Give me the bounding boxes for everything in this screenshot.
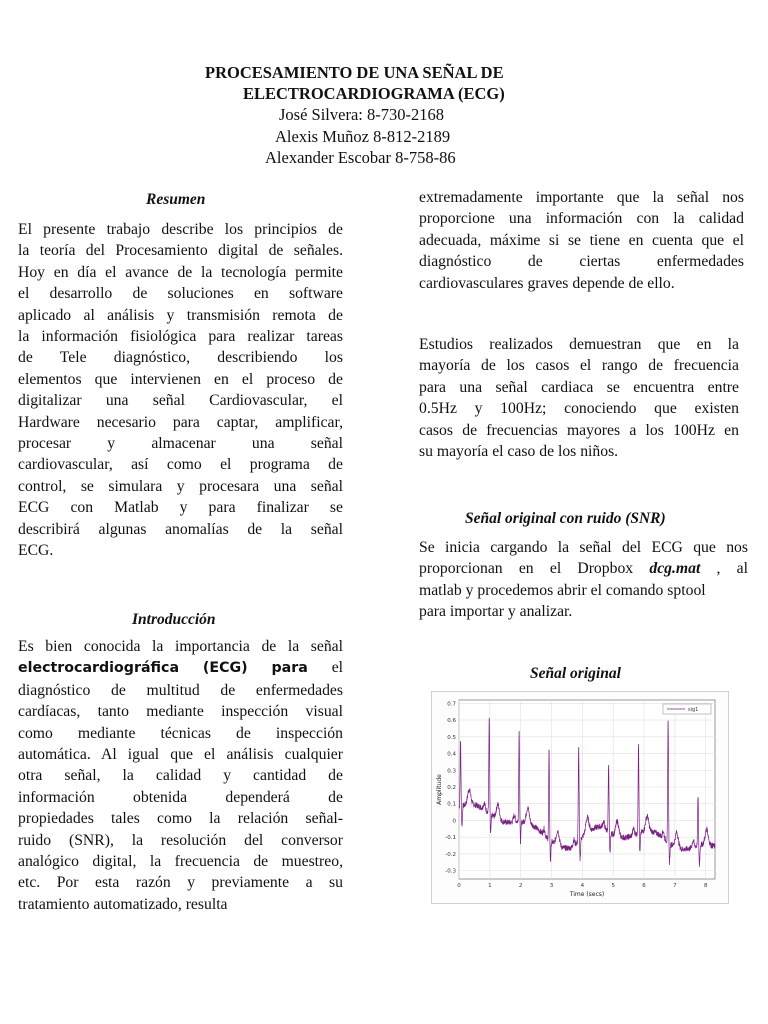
author-2: Alexis Muñoz 8-812-2189 bbox=[275, 127, 451, 146]
legend-label: sig1 bbox=[688, 707, 699, 713]
y-tick-label: 0 bbox=[452, 818, 456, 825]
resumen-paragraph bbox=[18, 219, 343, 562]
estudios-line: mayoría de los casos el rango de frecuencia bbox=[419, 357, 739, 375]
resumen-line: de Tele diagnóstico, describiendo los bbox=[18, 349, 343, 367]
intro-line: analógico digital, la frecuencia de muestreo, bbox=[18, 853, 343, 871]
intro-line: propiedades tales como la relación señal- bbox=[18, 810, 343, 828]
y-tick-label: 0.4 bbox=[447, 751, 456, 758]
resumen-line: la teoría del Procesamiento digital de señales. bbox=[18, 242, 343, 260]
ecg-chart bbox=[432, 692, 728, 903]
snr-line: para importar y analizar. bbox=[419, 603, 573, 621]
intro-rest bbox=[18, 680, 343, 915]
continuation-line: adecuada, máxime si se tiene en cuenta que el bbox=[419, 231, 744, 249]
y-tick-label: 0.1 bbox=[447, 801, 456, 808]
continuation-line: diagnóstico de ciertas enfermedades bbox=[419, 253, 744, 271]
continuation-line: proporcione una información con la calidad bbox=[419, 210, 744, 228]
snr-line bbox=[419, 558, 748, 579]
y-tick-label: 0.6 bbox=[447, 718, 456, 725]
intro-line: Es bien conocida la importancia de la señal bbox=[18, 638, 343, 655]
resumen-line: el desarrollo de soluciones en software bbox=[18, 285, 343, 303]
resumen-line: El presente trabajo describe los principios de bbox=[18, 221, 343, 238]
estudios-line: Estudios realizados demuestran que en la bbox=[419, 336, 739, 353]
intro-line bbox=[18, 657, 343, 679]
intro-line: cardíacas, tanto mediante inspección visual bbox=[18, 703, 343, 721]
x-axis-label: Time (secs) bbox=[569, 891, 605, 898]
snr-line: matlab y procedemos abrir el comando sptool bbox=[419, 581, 706, 599]
x-tick-label: 0 bbox=[457, 883, 461, 889]
x-tick-label: 1 bbox=[488, 883, 492, 889]
title-line-2: ELECTROCARDIOGRAMA (ECG) bbox=[243, 84, 505, 103]
estudios-line: para una señal cardiaca se encuentra entre bbox=[419, 378, 739, 396]
resumen-line: control, se simulara y procesara una señal bbox=[18, 477, 343, 495]
y-tick-label: 0.3 bbox=[447, 768, 456, 775]
intro-line: automática. Al igual que el análisis cualquier bbox=[18, 746, 343, 764]
resumen-line: ECG con Matlab y para finalizar se bbox=[18, 499, 343, 517]
intro-line: etc. Por esta razón y previamente a su bbox=[18, 874, 343, 892]
resumen-line: elementos que intervienen en el proceso de bbox=[18, 370, 343, 388]
estudios-paragraph bbox=[419, 334, 739, 462]
snr-text: , al bbox=[716, 560, 748, 578]
intro-term: electrocardiográfica bbox=[18, 660, 180, 677]
x-tick-label: 8 bbox=[703, 883, 708, 889]
introduccion-paragraph bbox=[18, 636, 343, 915]
x-tick-label: 3 bbox=[549, 883, 554, 889]
continuation-paragraph bbox=[419, 187, 744, 294]
y-tick-label: 0.2 bbox=[447, 784, 456, 791]
intro-line: otra señal, la calidad y cantidad de bbox=[18, 767, 343, 785]
intro-line: ruido (SNR), la resolución del conversor bbox=[18, 831, 343, 849]
intro-line: tratamiento automatizado, resulta bbox=[18, 895, 228, 913]
y-axis-label: Amplitude bbox=[436, 774, 443, 805]
y-tick-label: 0.5 bbox=[447, 734, 456, 741]
resumen-line: aplicado al análisis y transmisión remota de bbox=[18, 306, 343, 324]
resumen-line: Hoy en día el avance de la tecnología permite bbox=[18, 263, 343, 281]
intro-line: información obtenida dependerá de bbox=[18, 788, 343, 806]
resumen-heading: Resumen bbox=[146, 191, 206, 208]
title-line-1: PROCESAMIENTO DE UNA SEÑAL DE bbox=[205, 63, 504, 82]
intro-term: para bbox=[271, 660, 308, 677]
resumen-line: Hardware necesario para captar, amplificar, bbox=[18, 413, 343, 431]
snr-text: proporcionan en el Dropbox bbox=[419, 560, 634, 578]
estudios-line: su mayoría el caso de los niños. bbox=[419, 443, 619, 461]
x-tick-label: 4 bbox=[580, 883, 585, 889]
x-tick-label: 7 bbox=[673, 883, 677, 889]
y-tick-label: 0.7 bbox=[447, 701, 456, 708]
continuation-line: cardiovasculares graves depende de ello. bbox=[419, 274, 675, 292]
continuation-line: extremadamente importante que la señal nos bbox=[419, 189, 744, 206]
author-1: José Silvera: 8-730-2168 bbox=[279, 105, 444, 124]
intro-line: como mediante técnicas de inspección bbox=[18, 724, 343, 742]
y-tick-label: -0.1 bbox=[445, 835, 456, 842]
x-tick-label: 6 bbox=[642, 883, 646, 889]
x-tick-label: 5 bbox=[611, 883, 615, 889]
estudios-line: 0.5Hz y 100Hz; conociendo que existen bbox=[419, 400, 739, 418]
resumen-line: la información fisiológica para realizar tareas bbox=[18, 328, 343, 346]
plot-area bbox=[459, 700, 715, 879]
x-tick-label: 2 bbox=[518, 883, 523, 889]
author-3: Alexander Escobar 8-758-86 bbox=[265, 148, 456, 167]
estudios-line: casos de frecuencias mayores a los 100Hz en bbox=[419, 421, 739, 439]
intro-term: (ECG) bbox=[202, 660, 248, 677]
intro-line: diagnóstico de multitud de enfermedades bbox=[18, 681, 343, 699]
resumen-line: describirá algunas anomalías de la señal bbox=[18, 520, 343, 538]
introduccion-heading: Introducción bbox=[132, 611, 216, 628]
ecg-figure bbox=[431, 691, 729, 904]
snr-line: Se inicia cargando la señal del ECG que nos bbox=[419, 539, 748, 556]
figure-heading: Señal original bbox=[530, 665, 621, 682]
file-name: dcg.mat bbox=[649, 560, 701, 578]
snr-heading: Señal original con ruido (SNR) bbox=[465, 510, 666, 527]
y-tick-label: -0.3 bbox=[445, 868, 456, 875]
intro-term: el bbox=[331, 659, 344, 677]
snr-paragraph bbox=[419, 537, 748, 623]
resumen-line: ECG. bbox=[18, 542, 54, 560]
resumen-line: procesar y almacenar una señal bbox=[18, 435, 343, 453]
y-tick-label: -0.2 bbox=[445, 851, 456, 858]
resumen-line: cardiovascular, así como el programa de bbox=[18, 456, 343, 474]
resumen-line: digitalizar una señal Cardiovascular, el bbox=[18, 392, 343, 410]
